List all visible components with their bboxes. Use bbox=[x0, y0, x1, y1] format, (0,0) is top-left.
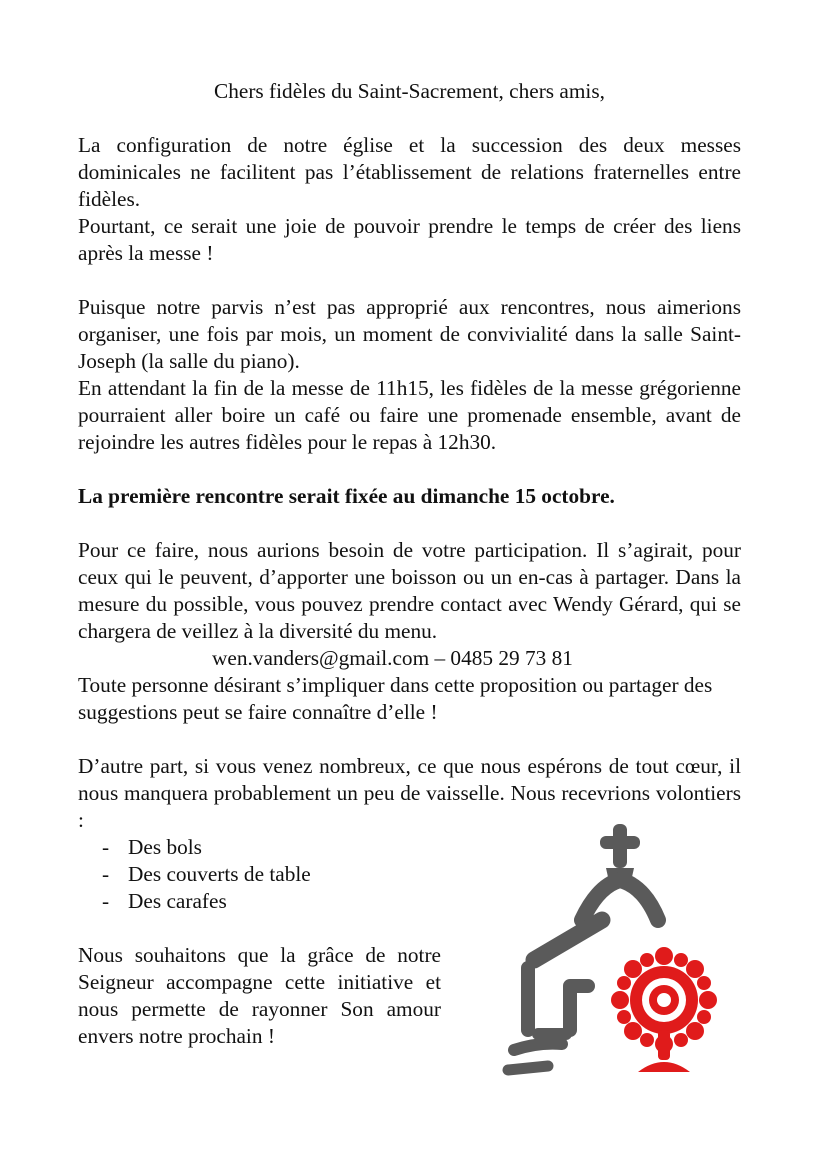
list-item: - Des couverts de table bbox=[102, 862, 311, 886]
list-dash: - bbox=[102, 835, 110, 859]
paragraph-configuration: La configuration de notre église et la succession des deux messes dominicales ne facilitent pas l’établissement de relations fraternelles entre fidèles. bbox=[78, 133, 741, 211]
announcement-first-meeting: La première rencontre serait fixée au dimanche 15 octobre. bbox=[78, 484, 615, 508]
monstrance-icon bbox=[611, 947, 717, 1072]
paragraph-dishes: D’autre part, si vous venez nombreux, ce que nous espérons de tout cœur, il nous manquera probablement un peu de vaisselle. Nous recevrions volontiers : bbox=[78, 754, 741, 832]
list-dash: - bbox=[102, 862, 110, 886]
greeting: Chers fidèles du Saint-Sacrement, chers amis, bbox=[214, 79, 605, 103]
list-item: - Des bols bbox=[102, 835, 202, 859]
paragraph-joy: Pourtant, ce serait une joie de pouvoir prendre le temps de créer des liens après la messe ! bbox=[78, 214, 741, 265]
paragraph-participation: Pour ce faire, nous aurions besoin de votre participation. Il s’agirait, pour ceux qui le peuvent, d’apporter une boisson ou un en-cas à partager. Dans la mesure du possible, vous pouvez prendre contact avec Wendy Gérard, qui se chargera de veillez à la diversité du menu. bbox=[78, 538, 741, 643]
paragraph-waiting: En attendant la fin de la messe de 11h15, les fidèles de la messe grégorienne pourraient aller boire un café ou faire une promenade ensemble, avant de rejoindre les autres fidèles pour le repas à 12h30. bbox=[78, 376, 741, 454]
church-monstrance-logo-icon bbox=[498, 820, 724, 1082]
list-item: - Des carafes bbox=[102, 889, 227, 913]
contact-info: wen.vanders@gmail.com – 0485 29 73 81 bbox=[212, 646, 573, 670]
paragraph-involvement: Toute personne désirant s’impliquer dans cette proposition ou partager des suggestions peut se faire connaître d’elle ! bbox=[78, 673, 713, 724]
closing-blessing: Nous souhaitons que la grâce de notre Seigneur accompagne cette initiative et nous permette de rayonner Son amour envers notre prochain ! bbox=[78, 943, 441, 1048]
list-dash: - bbox=[102, 889, 110, 913]
paragraph-parvis: Puisque notre parvis n’est pas approprié aux rencontres, nous aimerions organiser, une fois par mois, un moment de convivialité dans la salle Saint-Joseph (la salle du piano). bbox=[78, 295, 741, 373]
